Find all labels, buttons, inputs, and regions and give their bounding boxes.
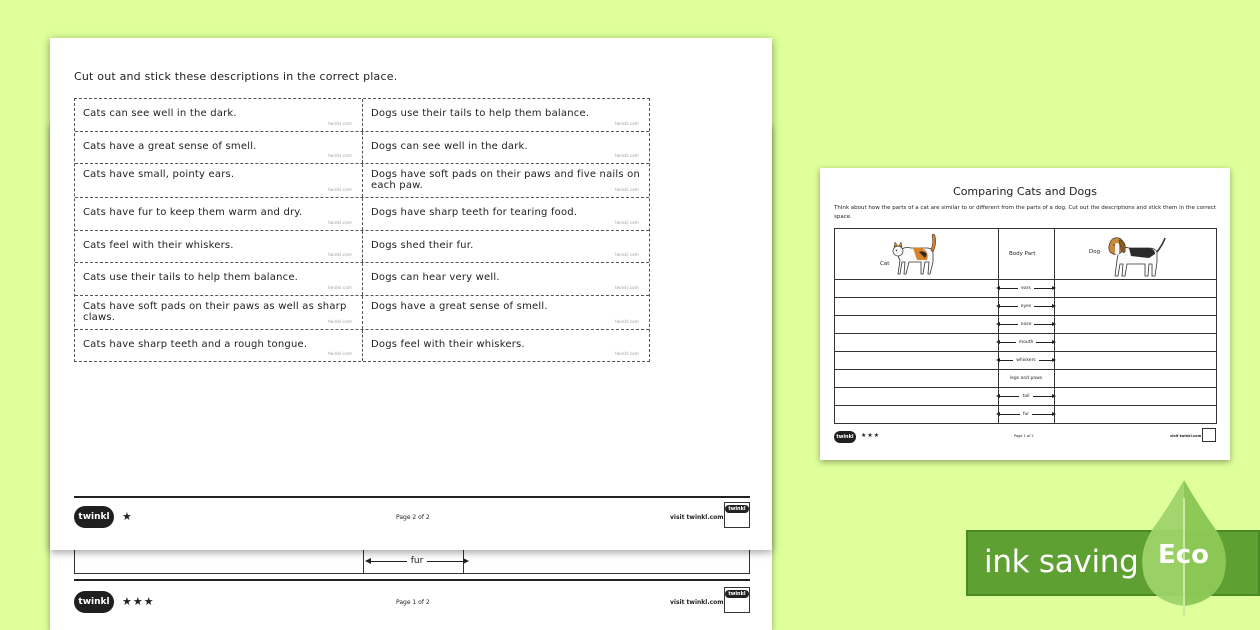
cat-column-label: Cat [880,261,890,267]
cut-out-row [75,262,649,295]
cut-out-row [75,329,649,362]
watermark: twinkl.com [615,120,639,126]
twinkl-logo: twinkl [74,506,114,528]
watermark: twinkl.com [615,219,639,225]
comparison-table [834,228,1217,424]
cat-description-text: Cats have small, pointy ears. [83,169,235,180]
cat-description-text: Cats have fur to keep them warm and dry. [83,207,303,218]
cat-illustration [889,232,939,276]
right-arrow-icon [1034,306,1054,307]
cat-description-card [75,132,362,164]
dog-description-text: Dogs shed their fur. [371,239,474,251]
right-arrow-icon [1034,288,1054,289]
body-part-cell [998,333,1054,351]
dog-description-card [362,263,649,295]
body-part-cell [998,315,1054,333]
watermark: twinkl.com [328,318,352,324]
badge-logo: twinkl [725,590,748,598]
watermark: twinkl.com [328,219,352,225]
dog-description-text: Dogs can see well in the dark. [371,140,528,152]
cat-description-text: Cats use their tails to help them balance. [83,272,299,283]
dog-description-card [362,164,649,197]
body-part-fur [367,553,467,569]
dog-description-text: Dogs use their tails to help them balance. [371,108,590,119]
cat-description-text: Cats can see well in the dark. [83,108,237,119]
body-part-column-label: Body Part [1009,251,1036,257]
worksheet-title: Comparing Cats and Dogs [953,185,1097,198]
page-footer [74,496,750,536]
left-arrow-icon [998,396,1019,397]
page-number: Page 1 of 2 [396,599,430,606]
watermark: twinkl.com [328,187,352,192]
right-arrow-icon [1036,342,1054,343]
body-part-label: nose [1020,321,1032,327]
cat-description-text: Cats have sharp teeth and a rough tongue. [83,338,308,350]
body-part-label: tail [1022,393,1030,399]
dog-description-card [362,99,649,131]
cut-out-row [75,163,649,197]
dog-description-card [362,132,649,164]
page-number: Page 2 of 2 [396,514,430,521]
watermark: twinkl.com [328,284,352,290]
worksheet-page-2 [50,38,772,550]
badge-logo: twinkl [725,505,748,513]
footer-rule [74,496,750,498]
difficulty-stars: ★ [122,510,133,523]
dog-description-card [362,330,649,362]
watermark: twinkl.com [615,318,639,324]
cat-description-card [75,263,362,295]
cat-description-card [75,198,362,230]
ink-saving-label: ink saving [984,544,1139,580]
dog-description-text: Dogs have sharp teeth for tearing food. [371,207,578,218]
difficulty-stars: ★★★ [861,432,881,439]
dog-description-text: Dogs have soft pads on their paws and five nails on each paw. [371,169,641,191]
body-part-cell [998,297,1054,315]
body-part-label: fur [410,556,424,566]
footer-rule [74,579,750,581]
body-part-cell [998,405,1054,423]
dog-illustration [1105,232,1167,278]
body-part-label: mouth [1018,339,1034,345]
cat-description-card [75,330,362,362]
dog-description-card [362,231,649,263]
left-arrow-icon [998,324,1018,325]
dog-description-text: Dogs have a great sense of smell. [371,300,548,312]
cut-out-row [75,197,649,230]
watermark: twinkl.com [328,252,352,257]
watermark: twinkl.com [328,153,352,158]
right-arrow-icon [1032,414,1054,415]
watermark: twinkl.com [615,351,639,356]
cat-description-card [75,231,362,263]
left-arrow-icon [998,360,1013,361]
quality-badge [724,502,750,528]
dog-description-card [362,198,649,230]
left-arrow-icon [998,414,1020,415]
body-part-label: ears [1021,285,1031,291]
left-arrow-icon [998,288,1018,289]
table-divider [363,549,364,573]
body-part-label: legs and paws [1009,375,1043,381]
watermark: twinkl.com [328,120,352,126]
page-footer [74,579,750,619]
right-arrow-icon [1039,360,1054,361]
body-part-cell [998,387,1054,405]
worksheet-intro: Think about how the parts of a cat are similar to or different from the parts of a dog. Cut out the descriptions and stick them in the correct space. [834,205,1216,220]
right-arrow-icon [1033,396,1054,397]
dog-description-text: Dogs feel with their whiskers. [371,338,525,350]
body-part-label: whiskers [1016,357,1036,363]
watermark: twinkl.com [615,187,639,192]
left-arrow-icon [367,561,407,562]
cut-out-descriptions [74,98,650,362]
cat-description-card [75,164,362,197]
instruction-text: Cut out and stick these descriptions in the correct place. [74,70,398,83]
cat-description-text: Cats have a great sense of smell. [83,140,257,152]
body-part-cell [998,351,1054,369]
comparison-table-bottom-row [74,548,750,574]
quality-badge [1202,428,1216,442]
watermark: twinkl.com [328,351,352,356]
left-arrow-icon [998,342,1016,343]
visit-link: visit twinkl.com [1170,434,1202,438]
quality-badge [724,587,750,613]
twinkl-logo: twinkl [834,431,856,443]
cat-description-card [75,296,362,329]
right-arrow-icon [1034,324,1054,325]
cat-description-card [75,99,362,131]
dog-column-label: Dog [1089,249,1101,255]
body-part-label: fur [1022,411,1030,417]
watermark: twinkl.com [615,153,639,158]
right-arrow-icon [427,561,467,562]
visit-link: visit twinkl.com [670,599,724,606]
cat-description-text: Cats have soft pads on their paws as well as sharp claws. [83,300,347,323]
twinkl-logo: twinkl [74,591,114,613]
dog-description-text: Dogs can hear very well. [371,272,500,283]
eco-label: Eco [1158,540,1210,570]
dog-description-card [362,296,649,329]
body-part-label: eyes [1020,303,1032,309]
preview-worksheet-thumbnail[interactable] [820,168,1230,460]
watermark: twinkl.com [615,284,639,290]
page-number: Page 1 of 2 [1014,434,1034,438]
left-arrow-icon [998,306,1018,307]
cut-out-row [75,230,649,263]
visit-link: visit twinkl.com [670,514,724,521]
cut-out-row [75,131,649,164]
cut-out-row [75,295,649,329]
page-footer [834,430,1217,450]
difficulty-stars: ★★★ [122,595,155,608]
cut-out-row [75,99,649,131]
watermark: twinkl.com [615,252,639,257]
body-part-cell [998,279,1054,297]
body-part-cell [998,369,1054,387]
cat-description-text: Cats feel with their whiskers. [83,239,234,251]
